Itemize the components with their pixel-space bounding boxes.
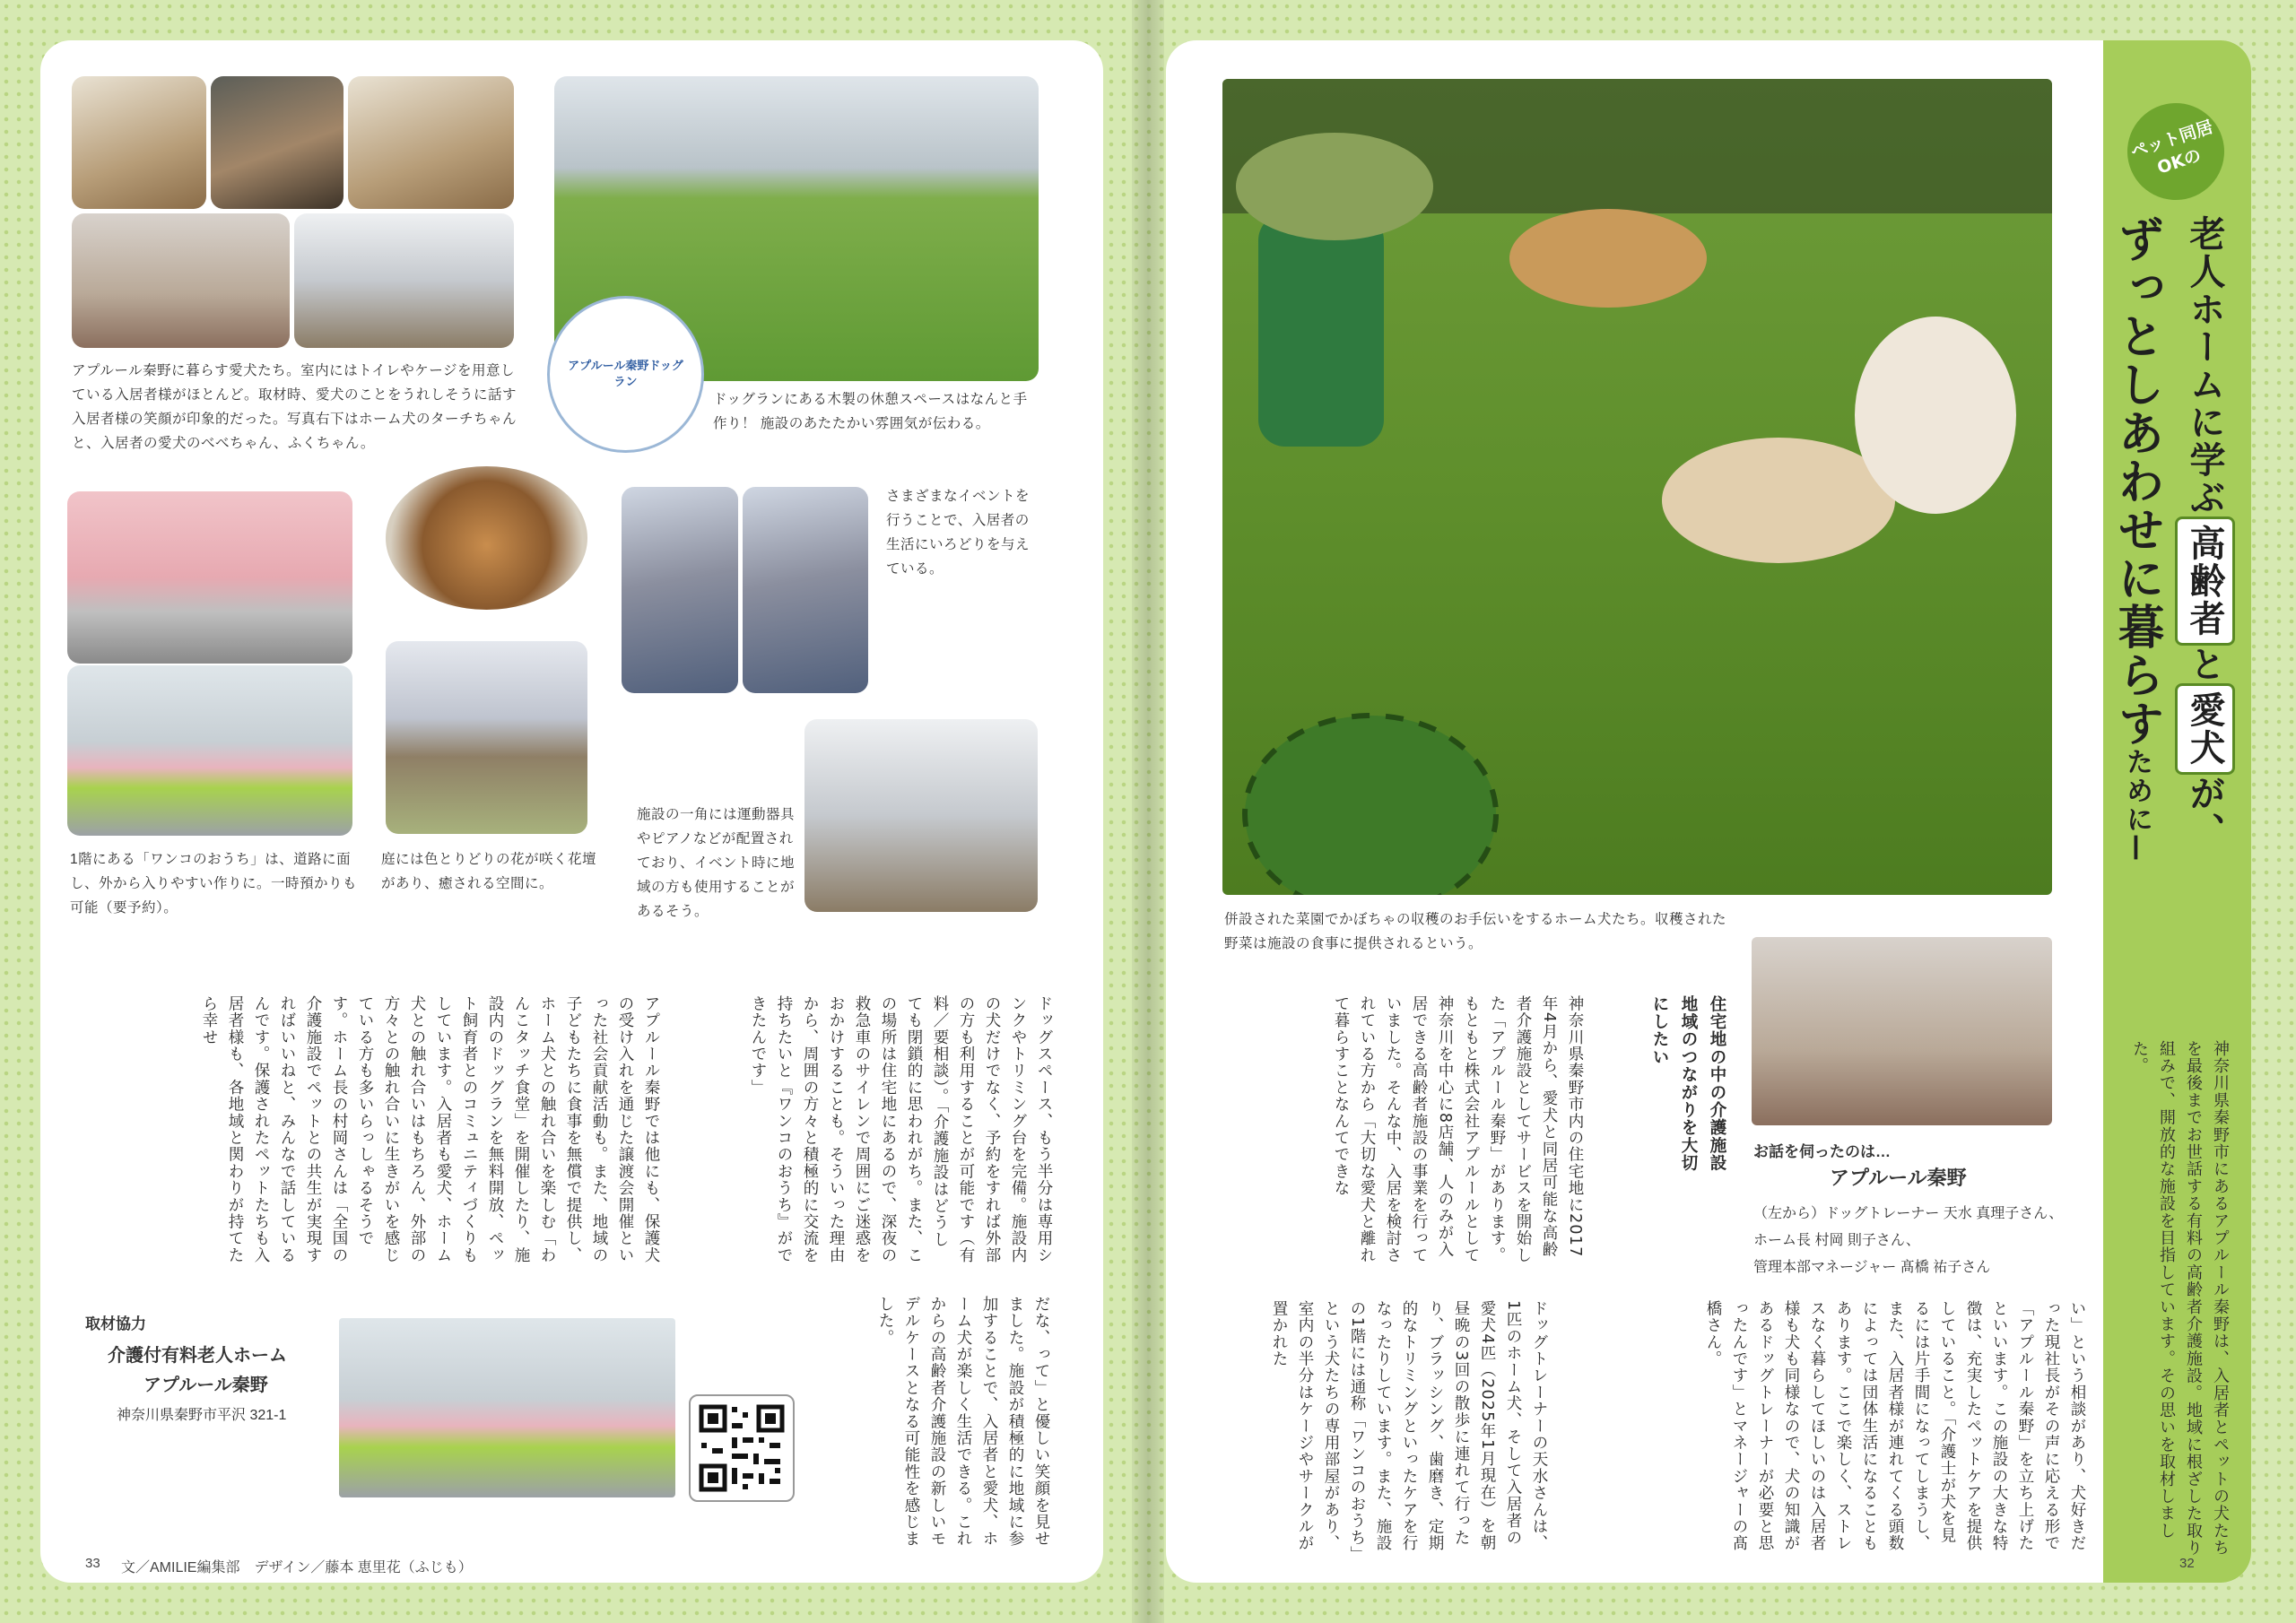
photo-dog-cage-white	[72, 76, 206, 209]
photo-lounge	[804, 719, 1038, 912]
cooperation-label: 取材協力	[85, 1315, 146, 1332]
caption-garden: 庭には色とりどりの花が咲く花壇があり、癒される空間に。	[381, 852, 597, 891]
headline-main-text: ずっとしあわせに暮らす	[2109, 215, 2163, 748]
photo-interviewees	[1752, 937, 2052, 1125]
interview-line1: （左から）ドッグトレーナー 天水 真理子さん、	[1753, 1206, 2064, 1221]
left-body-column-3: だな、って」と優しい笑顔を見せました。施設が積極的に地域に参加することで、入居者と愛犬、ホーム犬が楽しく生活できる。これからの高齢者介護施設の新しいモデルケースとなる可能性を感じました。	[876, 1296, 1050, 1548]
headline-ga: が、	[2184, 775, 2225, 850]
right-body-column-2: い」という相談があり、犬好きだった現社長がその声に応える形で「アプルール秦野」を立ち上げたといいます。この施設の大きな特徴は、充実したペットケアを提供していること。「介護士が犬を見るには片手間になってしまうし、また、入居者様が連れてくる頭数によっては団体生活になることもあります。ここで楽しく、ストレスなく暮らしてほしいのは入居者様も犬も同様なので、犬の知識があるドッグトレーナーが必要と思ったんです」とマネージャーの髙橋さん。	[1704, 1300, 2086, 1552]
binding-gutter	[1132, 0, 1164, 1623]
photo-event-2	[743, 487, 868, 693]
left-body-column-2: アプルール秦野では他にも、保護犬の受け入れを通じた譲渡会開催といった社会貢献活動も。また、地域の子どもたちに食事を無償で提供し、ホーム犬との触れ合いを楽しむ「わんこタッチ食堂」を開催したり、施設内のドッグランを無料開放、ペット飼育者とのコミュニティづくりもしています。入居者も愛犬、ホーム犬との触れ合いはもちろん、外部の方々との触れ合いに生きがいを感じている方も多いらっしゃるそうです。ホーム長の村岡さんは「全国の介護施設でペットとの共生が実現すればいいねと、みんなで話しているんです。保護されたペットたちも入居者様も、各地域と関わりが持てたら幸せ	[200, 995, 660, 1264]
cooperation-name-line1: 介護付有料老人ホーム	[108, 1346, 287, 1366]
photo-building-exterior	[339, 1318, 675, 1497]
photo-wanko-house-exterior	[67, 491, 352, 664]
caption-lounge: 施設の一角には運動器具やピアノなどが配置されており、イベント時に地域の方も使用することがあるそう。	[637, 807, 796, 919]
cooperation-name-line2: アプルール秦野	[144, 1376, 268, 1395]
right-body-column-1: 神奈川県秦野市内の住宅地に2017年4月から、愛犬と同居可能な高齢者介護施設としてサービスを開始した「アプルール秦野」があります。もともと株式会社アプルールとして神奈川を中心に8店舗、人のみが入居できる高齢者施設の事業を行っていました。そんな中、入居を検討されている方から「大切な愛犬と離れて暮らすことなんてできな	[1332, 995, 1584, 1264]
interview-intro: お話を伺ったのは…	[1753, 1143, 1891, 1160]
headline-box-dog: 愛犬	[2175, 683, 2235, 775]
right-page-number: 32	[2179, 1556, 2195, 1571]
headline-box-elderly: 高齢者	[2175, 516, 2235, 646]
headline-tameni: ために—	[2121, 748, 2152, 863]
subhead: 住宅地の中の介護施設地域のつながりを大切にしたい	[1650, 995, 1726, 1172]
lead-text: 神奈川県秦野市にあるアプルール秦野は、入居者とペットの犬たちを最後までお世話する有料の高齢者介護施設。地域に根ざした取り組みで、開放的な施設を目指しています。その思いを取材しました。	[2130, 1040, 2230, 1557]
headline-to: と	[2184, 646, 2225, 683]
left-body-column-1: ドッグスペース、もう半分は専用シンクやトリミング台を完備。施設内の犬だけでなく、予約をすれば外部の方も利用することが可能です（有料／要相談）。「介護施設はどうしても閉鎖的に思われがち。また、この場所は住宅地にあるので、深夜の救急車のサイレンで周囲にご迷惑をおかけすることも。そういった理由から、周囲の方々と積極的に交流を持ちたいと『ワンコのおうち』ができたんです」	[749, 995, 1053, 1264]
caption-dogrun: ドッグランにある木製の休憩スペースはなんと手作り！ 施設のあたたかい雰囲気が伝わる。	[713, 392, 1028, 431]
photo-dog-bed	[72, 213, 290, 348]
headline-line1	[2175, 215, 2235, 1112]
right-body-column-3: ドッグトレーナーの天水さんは、1匹のホーム犬、そして入居者の愛犬4匹（2025年1月現在）を朝昼晩の3回の散歩に連れて行ったり、ブラッシング、歯磨き、定期的なトリミングといったケアを行なったりしています。また、施設の1階には通称「ワンコのおうち」という犬たちの専用部屋があり、室内の半分はケージやサークルが置かれた	[1270, 1300, 1548, 1556]
photo-main-dogs-garden	[1222, 79, 2052, 895]
photo-wanko-house-interior	[67, 665, 352, 836]
interview-line3: 管理本部マネージャー 髙橋 祐子さん	[1753, 1260, 1991, 1275]
photo-main-illustration	[1222, 79, 2052, 895]
dogrun-sign-text: アプルール秦野ドッグラン	[568, 359, 683, 389]
caption-dogs-rooms: アプルール秦野に暮らす愛犬たち。室内にはトイレやケージを用意している入居者様がほとんど。取材時、愛犬のことをうれしそうに話す入居者様の笑顔が印象的だった。写真右下はホーム犬のターチちゃんと、入居者の愛犬のべべちゃん、ふくちゃん。	[72, 363, 517, 451]
interview-facility: アプルール秦野	[1830, 1167, 1967, 1189]
photo-dogs-cage	[294, 213, 514, 348]
badge-pet-ok: ペット同居OKの	[2115, 91, 2237, 213]
caption-wanko-house: 1階にある「ワンコのおうち」は、道路に面し、外から入りやすい作りに。一時預かりも可能（要予約）。	[70, 852, 358, 916]
headline-line2	[2103, 215, 2170, 1112]
interview-line2: ホーム長 村岡 則子さん、	[1753, 1233, 1920, 1248]
credit-line: 文／AMILIE編集部 デザイン／藤本 恵里花（ふじも）	[121, 1560, 473, 1575]
photo-cage-small	[348, 76, 514, 209]
qr-code[interactable]	[689, 1394, 795, 1502]
caption-events: さまざまなイベントを行うことで、入居者の生活にいろどりを与えている。	[886, 489, 1031, 577]
headline-lead-text: 老人ホームに学ぶ	[2184, 215, 2225, 516]
photo-garden-arch	[386, 641, 587, 834]
qr-code-icon	[691, 1396, 793, 1500]
caption-main-photo: 併設された菜園でかぼちゃの収穫のお手伝いをするホーム犬たち。収穫された野菜は施設の食事に提供されるという。	[1224, 912, 1727, 951]
cooperation-address: 神奈川県秦野市平沢 321-1	[117, 1408, 287, 1423]
photo-dog-figurines	[386, 466, 587, 610]
photo-dog-black	[211, 76, 344, 209]
photo-event-1	[622, 487, 738, 693]
dogrun-sign	[547, 296, 704, 453]
left-page-number: 33	[85, 1556, 100, 1571]
